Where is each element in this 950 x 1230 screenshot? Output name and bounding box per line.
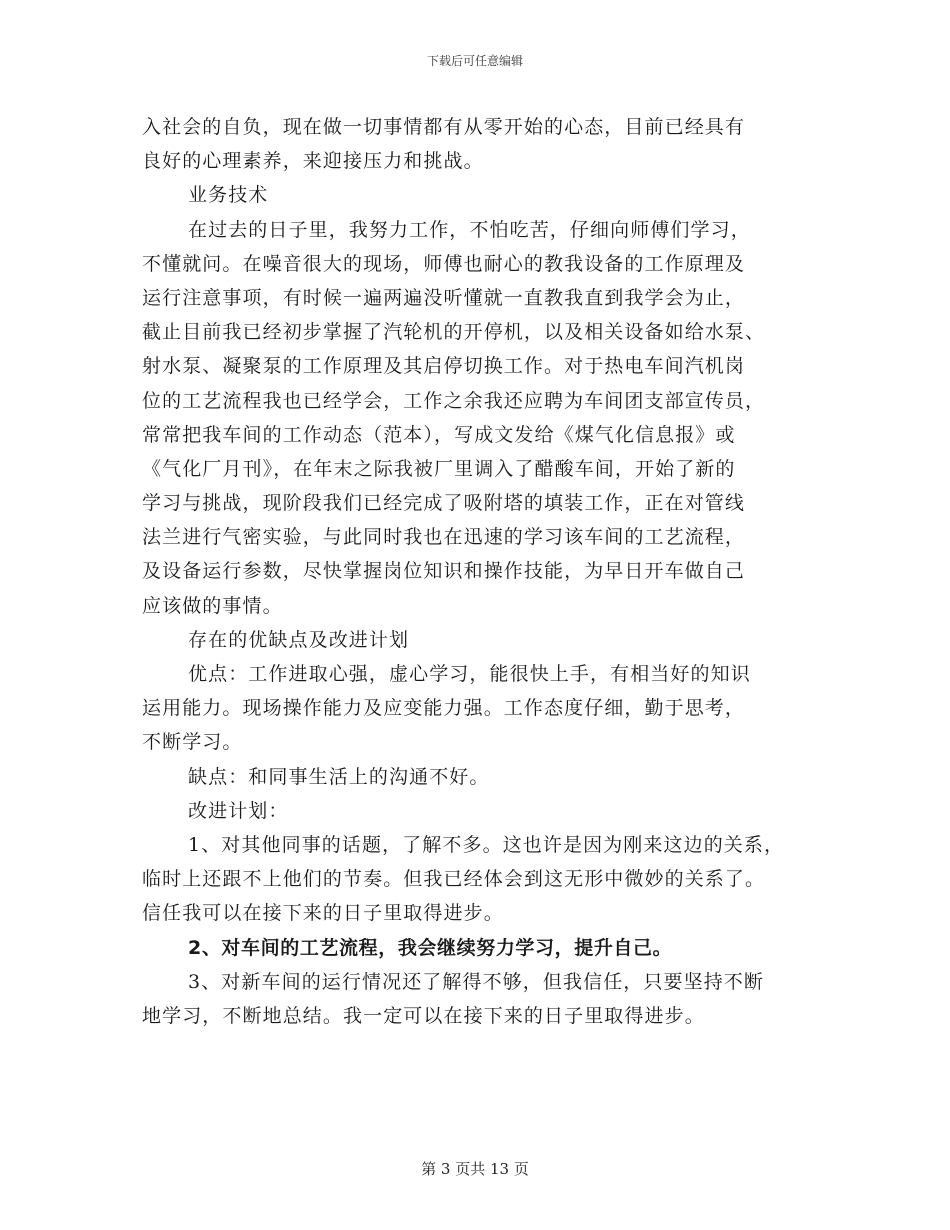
- text-line: 1、对其他同事的话题，了解不多。这也许是因为刚来这边的关系，: [188, 833, 785, 856]
- text-line: 及设备运行参数，尽快掌握岗位知识和操作技能，为早日开车做自己: [142, 560, 746, 583]
- text-line: 业务技术: [188, 184, 269, 207]
- text-line: 缺点：和同事生活上的沟通不好。: [188, 765, 490, 788]
- text-line: 3、对新车间的运行情况还了解得不够，但我信任，只要坚持不断: [188, 970, 764, 993]
- text-line: 学习与挑战，现阶段我们已经完成了吸附塔的填装工作，正在对管线: [142, 492, 746, 515]
- document-body: [142, 110, 822, 1033]
- text-line: 优点：工作进取心强，虚心学习，能很快上手，有相当好的知识: [188, 663, 751, 685]
- text-line: 不断学习。: [142, 731, 243, 754]
- text-line: 截止目前我已经初步掌握了汽轮机的开停机，以及相关设备如给水泵、: [142, 321, 766, 344]
- text-line: 2、对车间的工艺流程，我会继续努力学习，提升自己。: [188, 936, 673, 959]
- text-line: 良好的心理素养，来迎接压力和挑战。: [142, 150, 484, 173]
- text-line: 不懂就问。在噪音很大的现场，师傅也耐心的教我设备的工作原理及: [142, 252, 746, 275]
- text-line: 位的工艺流程我也已经学会，工作之余我还应聘为车间团支部宣传员，: [142, 389, 766, 412]
- text-line: 《气化厂月刊》，在年末之际我被厂里调入了醋酸车间，开始了新的: [142, 457, 736, 480]
- text-line: 存在的优缺点及改进计划: [188, 628, 410, 651]
- text-line: 应该做的事情。: [142, 594, 283, 617]
- page-header: 下载后可任意编辑: [426, 54, 523, 68]
- text-line: 运用能力。现场操作能力及应变能力强。工作态度仔细，勤于思考，: [142, 697, 746, 720]
- page-footer: 第 3 页共 13 页: [421, 1160, 529, 1178]
- text-line: 入社会的自负，现在做一切事情都有从零开始的心态，目前已经具有: [142, 116, 746, 138]
- text-line: 射水泵、凝聚泵的工作原理及其启停切换工作。对于热电车间汽机岗: [142, 355, 746, 378]
- text-line: 常常把我车间的工作动态（范本），写成文发给《煤气化信息报》或: [142, 423, 736, 446]
- text-line: 法兰进行气密实验，与此同时我也在迅速的学习该车间的工艺流程，: [142, 526, 746, 549]
- text-line: 地学习，不断地总结。我一定可以在接下来的日子里取得进步。: [142, 1004, 705, 1027]
- text-line: 信任我可以在接下来的日子里取得进步。: [142, 902, 504, 925]
- text-line: 改进计划：: [188, 799, 289, 822]
- text-line: 临时上还跟不上他们的节奏。但我已经体会到这无形中微妙的关系了。: [142, 868, 766, 891]
- text-line: 运行注意事项，有时候一遍两遍没听懂就一直教我直到我学会为止，: [142, 286, 746, 309]
- text-line: 在过去的日子里，我努力工作，不怕吃苦，仔细向师傅们学习，: [188, 218, 751, 241]
